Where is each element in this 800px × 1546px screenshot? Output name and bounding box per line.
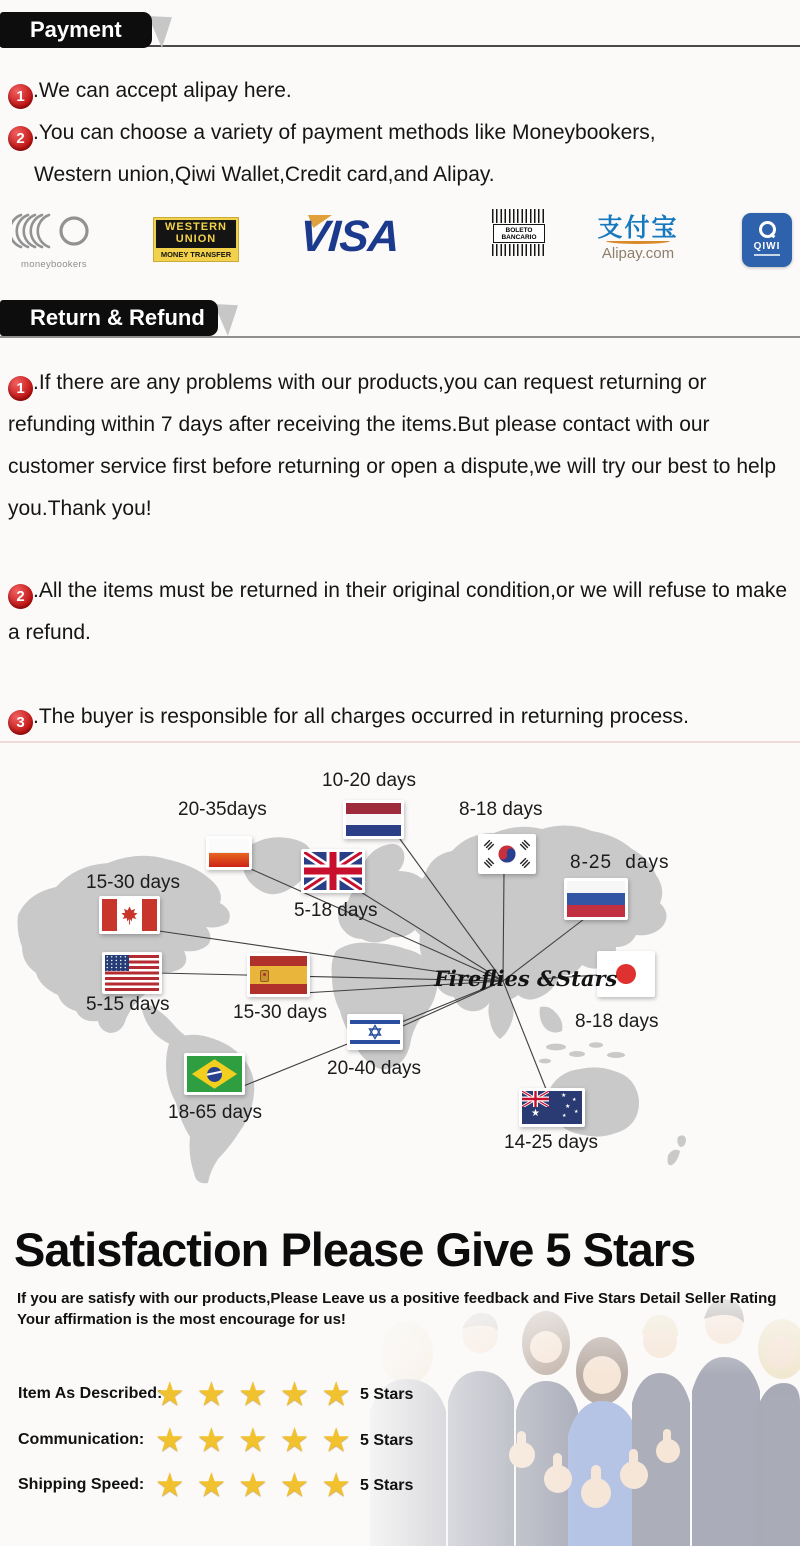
flag-usa-icon	[102, 952, 162, 994]
payment-point-2-text: .You can choose a variety of payment methods like Moneybookers,	[33, 121, 656, 144]
shipping-days-israel: 20-40 days	[327, 1058, 422, 1079]
refund-point-3	[8, 696, 794, 738]
flag-brazil-icon	[184, 1053, 245, 1095]
shipping-days-australia: 14-25 days	[504, 1132, 599, 1153]
wu-line2: UNION	[175, 232, 217, 245]
payment-point-2-text-line2: Western union,Qiwi Wallet,Credit card,and Alipay.	[34, 163, 495, 186]
flag-israel-icon	[347, 1014, 403, 1050]
refund-divider-line	[0, 336, 800, 338]
rating-value: 5 Stars	[360, 1477, 414, 1494]
shipping-days-spain: 15-30 days	[233, 1002, 328, 1023]
shipping-days-usa: 5-15 days	[86, 994, 170, 1015]
store-brand-label: Fireflies &Stars	[434, 966, 618, 991]
rating-label: Shipping Speed:	[18, 1476, 145, 1493]
payment-point-1-text: .We can accept alipay here.	[33, 79, 292, 102]
shipping-days-south-korea: 8-18 days	[459, 799, 543, 820]
shipping-days-russia: 8-25 days	[570, 852, 670, 873]
moneybookers-logo	[12, 211, 96, 270]
alipay-chinese-wordmark: 支付宝	[597, 214, 679, 242]
five-stars-icon: ★★★★★	[155, 1421, 363, 1458]
refund-point-1	[8, 362, 794, 530]
payment-header-label: Payment	[30, 17, 122, 42]
payment-point-2	[8, 112, 794, 196]
alipay-logo	[592, 215, 684, 262]
rating-label: Communication:	[18, 1431, 145, 1448]
wu-line1: WESTERN	[165, 221, 227, 233]
refund-section-header	[0, 300, 218, 336]
boleto-line1: BOLETO	[505, 226, 533, 234]
red-number-badge: 1	[8, 376, 33, 401]
payment-logos-row	[0, 205, 800, 283]
boleto-logo	[492, 209, 546, 256]
red-number-badge: 2	[8, 126, 33, 151]
moneybookers-arcs-icon	[12, 211, 96, 253]
flag-spain-icon	[247, 953, 310, 997]
refund-point-2-text: .All the items must be returned in their original condition,or we will refuse to make a refund.	[8, 579, 788, 644]
flag-poland-icon	[206, 836, 252, 870]
barcode-icon	[492, 244, 546, 256]
alipay-domain-label: Alipay.com	[601, 245, 675, 262]
payment-point-1	[8, 70, 794, 112]
shipping-days-poland: 20-35days	[178, 799, 267, 820]
flag-united-kingdom-icon	[301, 849, 365, 893]
payment-section-header	[0, 12, 152, 48]
satisfaction-subtitle-line2: Your affirmation is the most encourage for us!	[17, 1311, 346, 1328]
visa-logo	[300, 213, 420, 263]
qiwi-q-icon	[759, 221, 776, 238]
refund-point-1-text: .If there are any problems with our products,you can request returning or refunding within 7 days after receiving the items.But please contact with our customer service first before returning or open a dispute,we will try our best to help you.Thank you!	[8, 371, 777, 520]
red-number-badge: 3	[8, 710, 33, 735]
five-stars-icon: ★★★★★	[155, 1375, 363, 1412]
shipping-days-uk: 5-18 days	[294, 900, 378, 921]
refund-point-3-text: .The buyer is responsible for all charges occurred in returning process.	[33, 705, 689, 728]
qiwi-logo	[742, 213, 792, 267]
flag-russia-icon	[564, 878, 628, 920]
moneybookers-label: moneybookers	[21, 259, 87, 270]
flag-netherlands-icon	[343, 800, 404, 839]
spain-coat-of-arms-icon	[260, 970, 269, 982]
five-stars-icon: ★★★★★	[155, 1466, 363, 1503]
barcode-icon	[492, 209, 546, 223]
shipping-time-world-map	[0, 755, 800, 1185]
refund-point-2	[8, 570, 794, 654]
boleto-line2: BANCARIO	[501, 233, 537, 241]
flag-south-korea-icon	[478, 834, 536, 874]
shipping-days-japan: 8-18 days	[575, 1011, 659, 1032]
section-divider-line	[0, 741, 800, 743]
qiwi-underline-decoration	[754, 254, 780, 256]
western-union-logo	[153, 217, 239, 262]
shipping-days-netherlands: 10-20 days	[322, 770, 417, 791]
satisfaction-title: Satisfaction Please Give 5 Stars	[14, 1223, 696, 1276]
flag-canada-icon	[99, 896, 160, 934]
red-number-badge: 1	[8, 84, 33, 109]
visa-wordmark: VISA	[298, 212, 401, 261]
rating-row-shipping-speed	[0, 1467, 440, 1509]
shipping-days-brazil: 18-65 days	[168, 1102, 263, 1123]
rating-value: 5 Stars	[360, 1386, 414, 1403]
red-number-badge: 2	[8, 584, 33, 609]
flag-australia-icon: ★ ★ ★ ★ ★ ★	[519, 1088, 585, 1127]
rating-value: 5 Stars	[360, 1432, 414, 1449]
rating-row-item-as-described	[0, 1376, 440, 1418]
qiwi-wordmark: QIWI	[753, 241, 781, 252]
refund-header-label: Return & Refund	[30, 305, 205, 330]
satisfaction-subtitle-line1: If you are satisfy with our products,Please Leave us a positive feedback and Five Stars Detail Seller Rating	[17, 1290, 777, 1307]
rating-label: Item As Described:	[18, 1385, 163, 1402]
wu-subtitle: MONEY TRANSFER	[160, 250, 232, 259]
rating-row-communication	[0, 1422, 440, 1464]
shipping-days-canada: 15-30 days	[86, 872, 181, 893]
